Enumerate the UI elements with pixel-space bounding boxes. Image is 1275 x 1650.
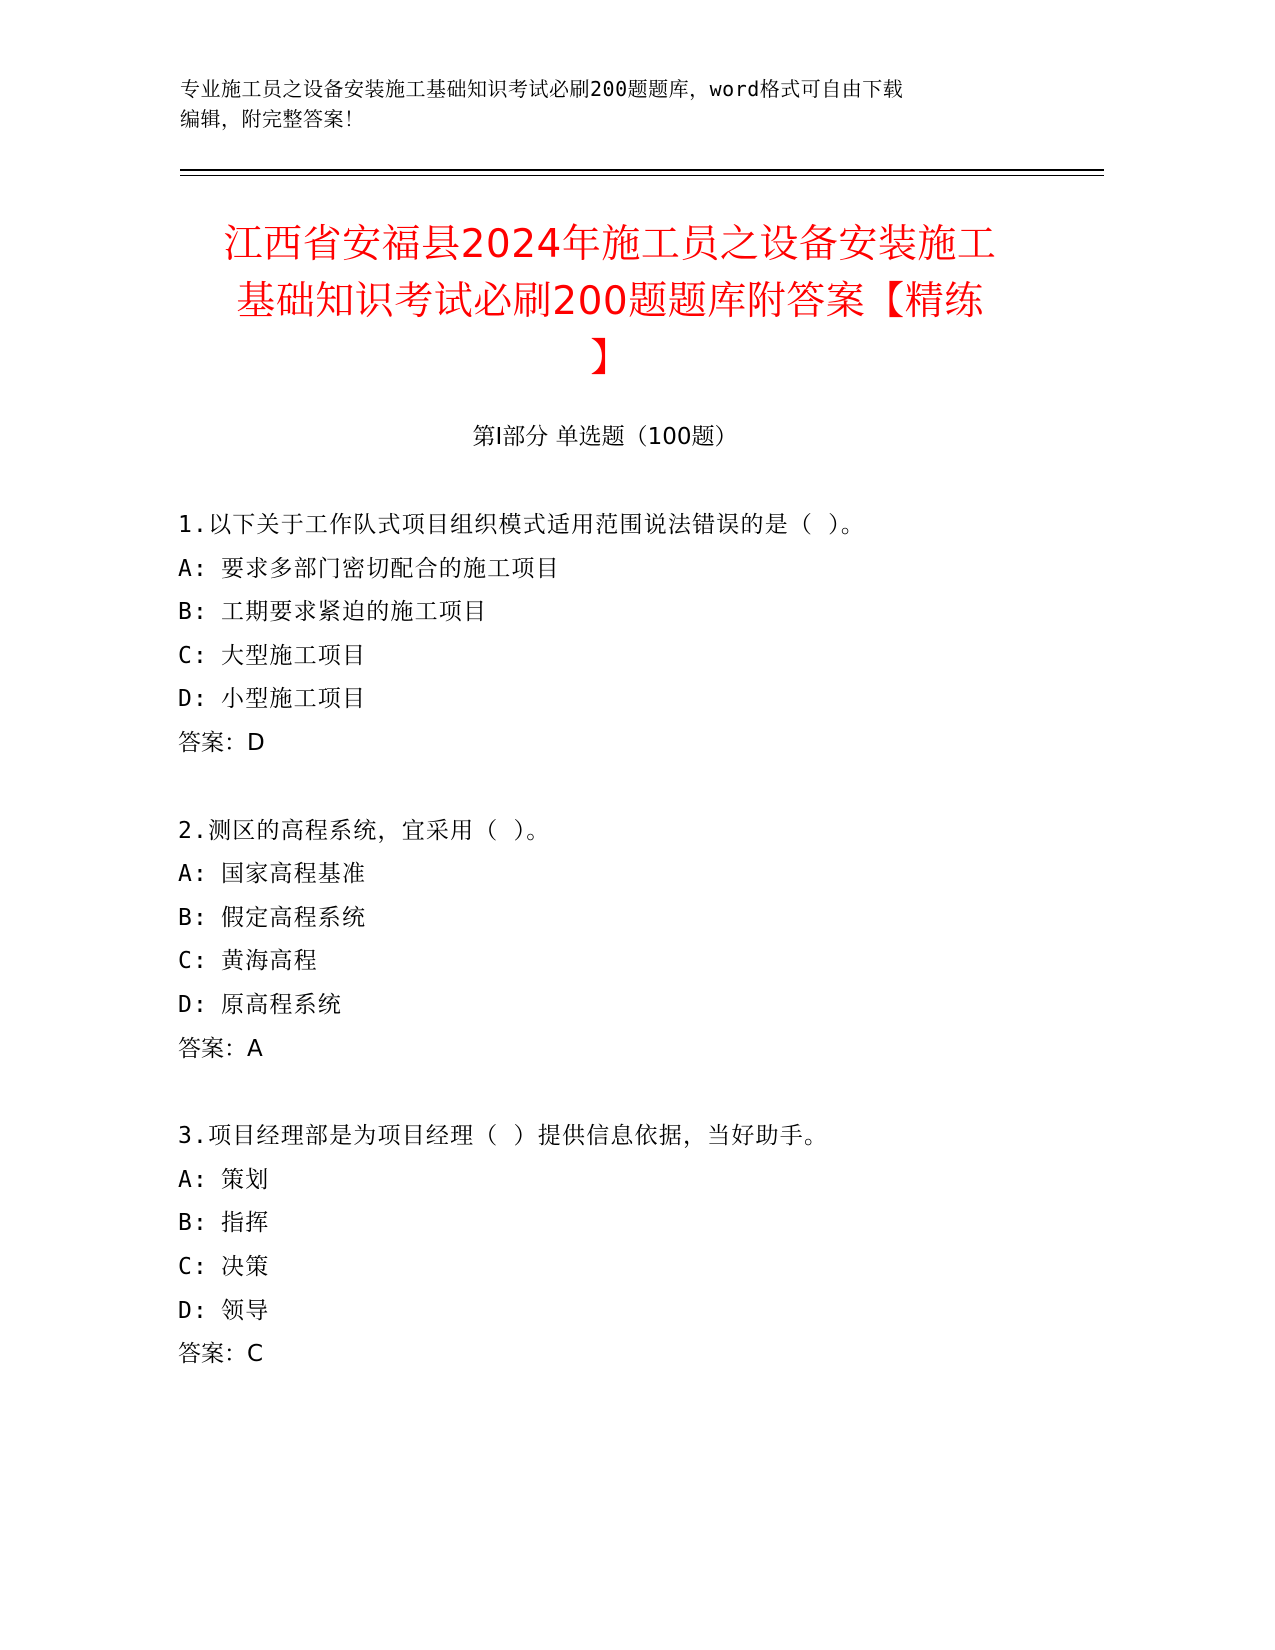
option-label: B: xyxy=(178,599,209,626)
option-text: 国家高程基准 xyxy=(221,861,367,888)
answer: 答案：D xyxy=(178,729,265,756)
option-label: A: xyxy=(178,861,209,888)
question-stem: 2.测区的高程系统，宜采用（ ）。 xyxy=(178,817,551,844)
option-text: 决策 xyxy=(221,1253,270,1280)
option-text: 大型施工项目 xyxy=(221,642,367,669)
option-d xyxy=(178,1290,1078,1334)
option-text: 黄海高程 xyxy=(221,948,318,975)
header-divider-thin xyxy=(180,175,1104,176)
option-b xyxy=(178,897,1078,941)
question-1 xyxy=(178,504,1078,766)
option-a xyxy=(178,1159,1078,1203)
question-stem: 3.项目经理部是为项目经理（ ）提供信息依据，当好助手。 xyxy=(178,1123,829,1150)
option-label: B: xyxy=(178,1210,209,1237)
header-note-line-1: 专业施工员之设备安装施工基础知识考试必刷200题题库，word格式可自由下载 xyxy=(180,77,904,101)
question-list xyxy=(178,504,1078,1421)
header-note xyxy=(180,74,1080,134)
document-title xyxy=(150,216,1070,387)
section-heading: 第Ⅰ部分 单选题（100题） xyxy=(472,424,738,450)
option-c xyxy=(178,940,1078,984)
option-label: D: xyxy=(178,686,209,713)
option-d xyxy=(178,984,1078,1028)
option-label: D: xyxy=(178,991,209,1018)
option-text: 原高程系统 xyxy=(221,991,342,1018)
option-d xyxy=(178,678,1078,722)
option-text: 要求多部门密切配合的施工项目 xyxy=(221,555,560,582)
option-label: A: xyxy=(178,1166,209,1193)
document-title-line-1: 江西省安福县2024年施工员之设备安装施工 xyxy=(223,222,997,267)
option-label: D: xyxy=(178,1297,209,1324)
question-2 xyxy=(178,810,1078,1072)
option-c xyxy=(178,635,1078,679)
option-label: C: xyxy=(178,1253,209,1280)
option-text: 领导 xyxy=(221,1297,270,1324)
option-label: C: xyxy=(178,948,209,975)
option-text: 小型施工项目 xyxy=(221,686,367,713)
option-text: 假定高程系统 xyxy=(221,904,367,931)
option-text: 工期要求紧迫的施工项目 xyxy=(221,599,488,626)
option-c xyxy=(178,1246,1078,1290)
option-b xyxy=(178,591,1078,635)
header-divider-thick xyxy=(180,169,1104,171)
option-label: C: xyxy=(178,642,209,669)
question-stem: 1.以下关于工作队式项目组织模式适用范围说法错误的是（ ）。 xyxy=(178,512,866,538)
answer: 答案：A xyxy=(178,1035,263,1062)
document-title-line-2: 基础知识考试必刷200题题库附答案【精练 xyxy=(236,279,984,324)
option-text: 策划 xyxy=(221,1166,270,1193)
option-b xyxy=(178,1202,1078,1246)
option-a xyxy=(178,853,1078,897)
answer: 答案：C xyxy=(178,1341,264,1368)
option-label: B: xyxy=(178,904,209,931)
option-text: 指挥 xyxy=(221,1210,270,1237)
header-note-line-2: 编辑，附完整答案！ xyxy=(180,107,365,131)
option-a xyxy=(178,548,1078,592)
document-title-line-3: 】 xyxy=(590,336,630,381)
question-3 xyxy=(178,1115,1078,1377)
option-label: A: xyxy=(178,555,209,582)
